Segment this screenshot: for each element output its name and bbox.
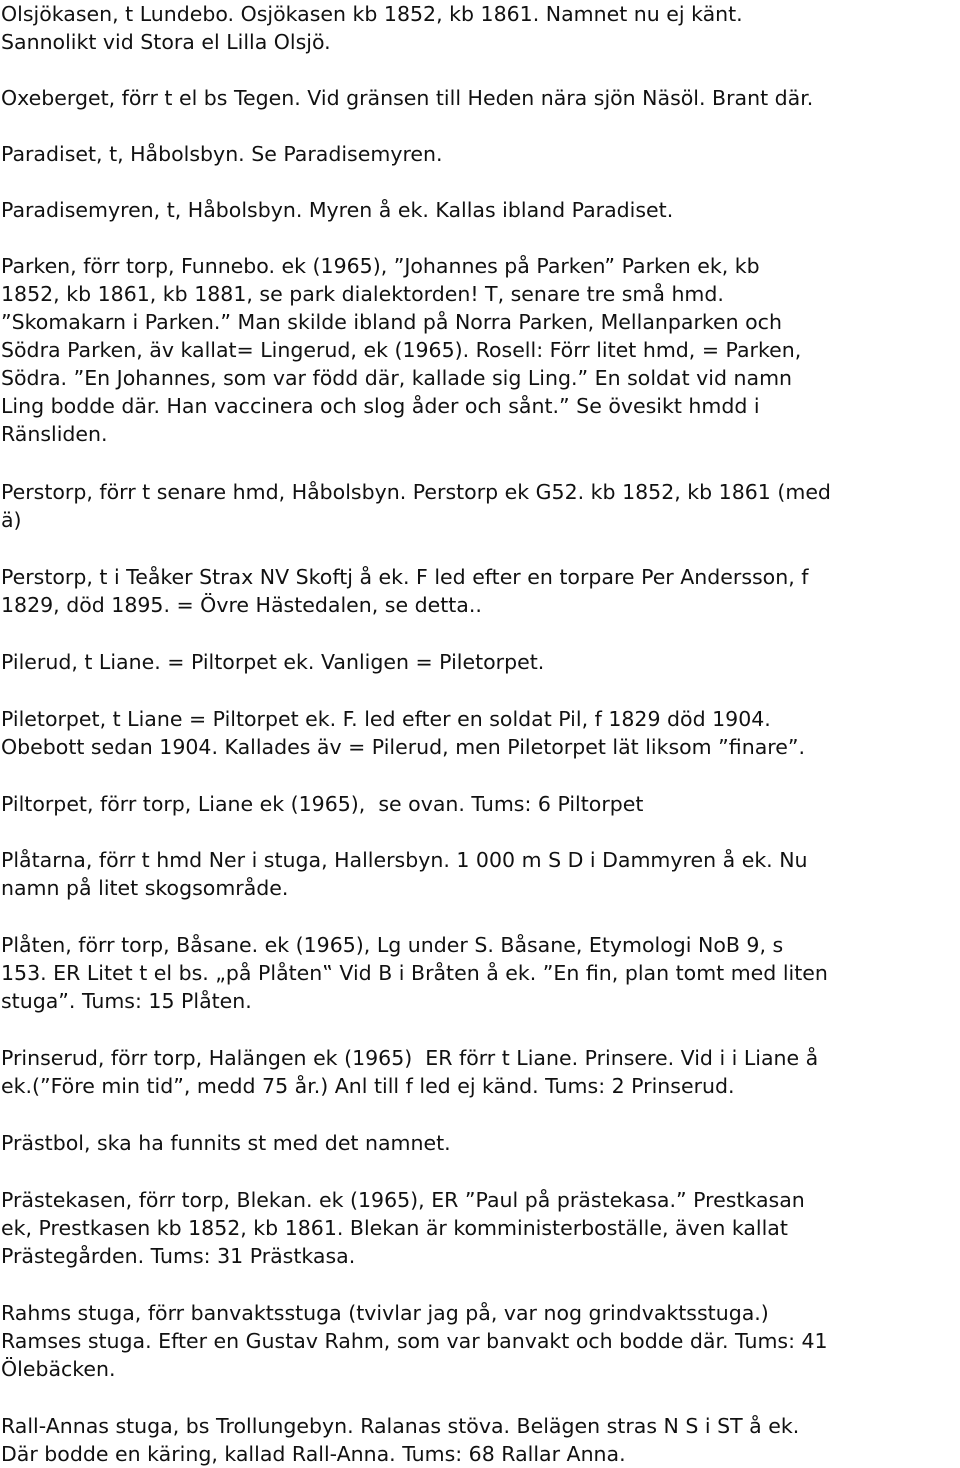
entry-line: 153. ER Litet t el bs. „på Plåten‟ Vid B i Bråten å ek. ”En fin, plan tomt med liten xyxy=(1,961,828,985)
entry-line: Rahms stuga, förr banvaktsstuga (tvivlar jag på, var nog grindvaktsstuga.) xyxy=(1,1301,769,1325)
entry-line: Ränsliden. xyxy=(1,422,108,446)
entry-line: 1829, död 1895. = Övre Hästedalen, se detta.. xyxy=(1,593,482,617)
entry-line: ”Skomakarn i Parken.” Man skilde ibland på Norra Parken, Mellanparken och xyxy=(1,310,782,334)
entry-line: Piltorpet, förr torp, Liane ek (1965), se ovan. Tums: 6 Piltorpet xyxy=(1,792,644,816)
entry-line: Olsjökasen, t Lundebo. Osjökasen kb 1852, kb 1861. Namnet nu ej känt. xyxy=(1,2,743,26)
entry-line: ä) xyxy=(1,508,22,532)
entry-line: Ramses stuga. Efter en Gustav Rahm, som var banvakt och bodde där. Tums: 41 xyxy=(1,1329,828,1353)
entry-line: Plåten, förr torp, Båsane. ek (1965), Lg under S. Båsane, Etymologi NoB 9, s xyxy=(1,933,784,957)
entry-line: stuga”. Tums: 15 Plåten. xyxy=(1,989,252,1013)
entry-line: ek, Prestkasen kb 1852, kb 1861. Blekan är komministerboställe, även kallat xyxy=(1,1216,788,1240)
entry-line: Prästegården. Tums: 31 Prästkasa. xyxy=(1,1244,356,1268)
entry-line: Perstorp, t i Teåker Strax NV Skoftj å ek. F led efter en torpare Per Andersson, f xyxy=(1,565,809,589)
entry-line: Där bodde en käring, kallad Rall-Anna. Tums: 68 Rallar Anna. xyxy=(1,1442,626,1466)
entry-line: Paradiset, t, Håbolsbyn. Se Paradisemyren. xyxy=(1,142,443,166)
entry-line: Obebott sedan 1904. Kallades äv = Pilerud, men Piletorpet lät liksom ”finare”. xyxy=(1,735,805,759)
entry-line: namn på litet skogsområde. xyxy=(1,876,289,900)
entry-line: Södra. ”En Johannes, som var född där, kallade sig Ling.” En soldat vid namn xyxy=(1,366,793,390)
entry-line: Ling bodde där. Han vaccinera och slog åder och sånt.” Se övesikt hmdd i xyxy=(1,394,760,418)
entry-line: Prinserud, förr torp, Halängen ek (1965) ER förr t Liane. Prinsere. Vid i i Liane å xyxy=(1,1046,819,1070)
entry-line: Piletorpet, t Liane = Piltorpet ek. F. led efter en soldat Pil, f 1829 död 1904. xyxy=(1,707,771,731)
entry-line: Perstorp, förr t senare hmd, Håbolsbyn. Perstorp ek G52. kb 1852, kb 1861 (med xyxy=(1,480,831,504)
entry-line: Prästbol, ska ha funnits st med det namnet. xyxy=(1,1131,451,1155)
entry-line: Prästekasen, förr torp, Blekan. ek (1965), ER ”Paul på prästekasa.” Prestkasan xyxy=(1,1188,805,1212)
entry-line: Parken, förr torp, Funnebo. ek (1965), ”Johannes på Parken” Parken ek, kb xyxy=(1,254,760,278)
entry-line: 1852, kb 1861, kb 1881, se park dialektorden! T, senare tre små hmd. xyxy=(1,282,724,306)
entry-line: Södra Parken, äv kallat= Lingerud, ek (1965). Rosell: Förr litet hmd, = Parken, xyxy=(1,338,802,362)
entry-line: ek.(”Före min tid”, medd 75 år.) Anl till f led ej känd. Tums: 2 Prinserud. xyxy=(1,1074,735,1098)
entry-line: Sannolikt vid Stora el Lilla Olsjö. xyxy=(1,30,331,54)
entry-line: Rall-Annas stuga, bs Trollungebyn. Ralanas stöva. Belägen stras N S i ST å ek. xyxy=(1,1414,800,1438)
entry-line: Plåtarna, förr t hmd Ner i stuga, Hallersbyn. 1 000 m S D i Dammyren å ek. Nu xyxy=(1,848,808,872)
entry-line: Ölebäcken. xyxy=(1,1357,116,1381)
entry-line: Pilerud, t Liane. = Piltorpet ek. Vanligen = Piletorpet. xyxy=(1,650,545,674)
entry-line: Oxeberget, förr t el bs Tegen. Vid gränsen till Heden nära sjön Näsöl. Brant där. xyxy=(1,86,814,110)
entry-line: Paradisemyren, t, Håbolsbyn. Myren å ek. Kallas ibland Paradiset. xyxy=(1,198,674,222)
